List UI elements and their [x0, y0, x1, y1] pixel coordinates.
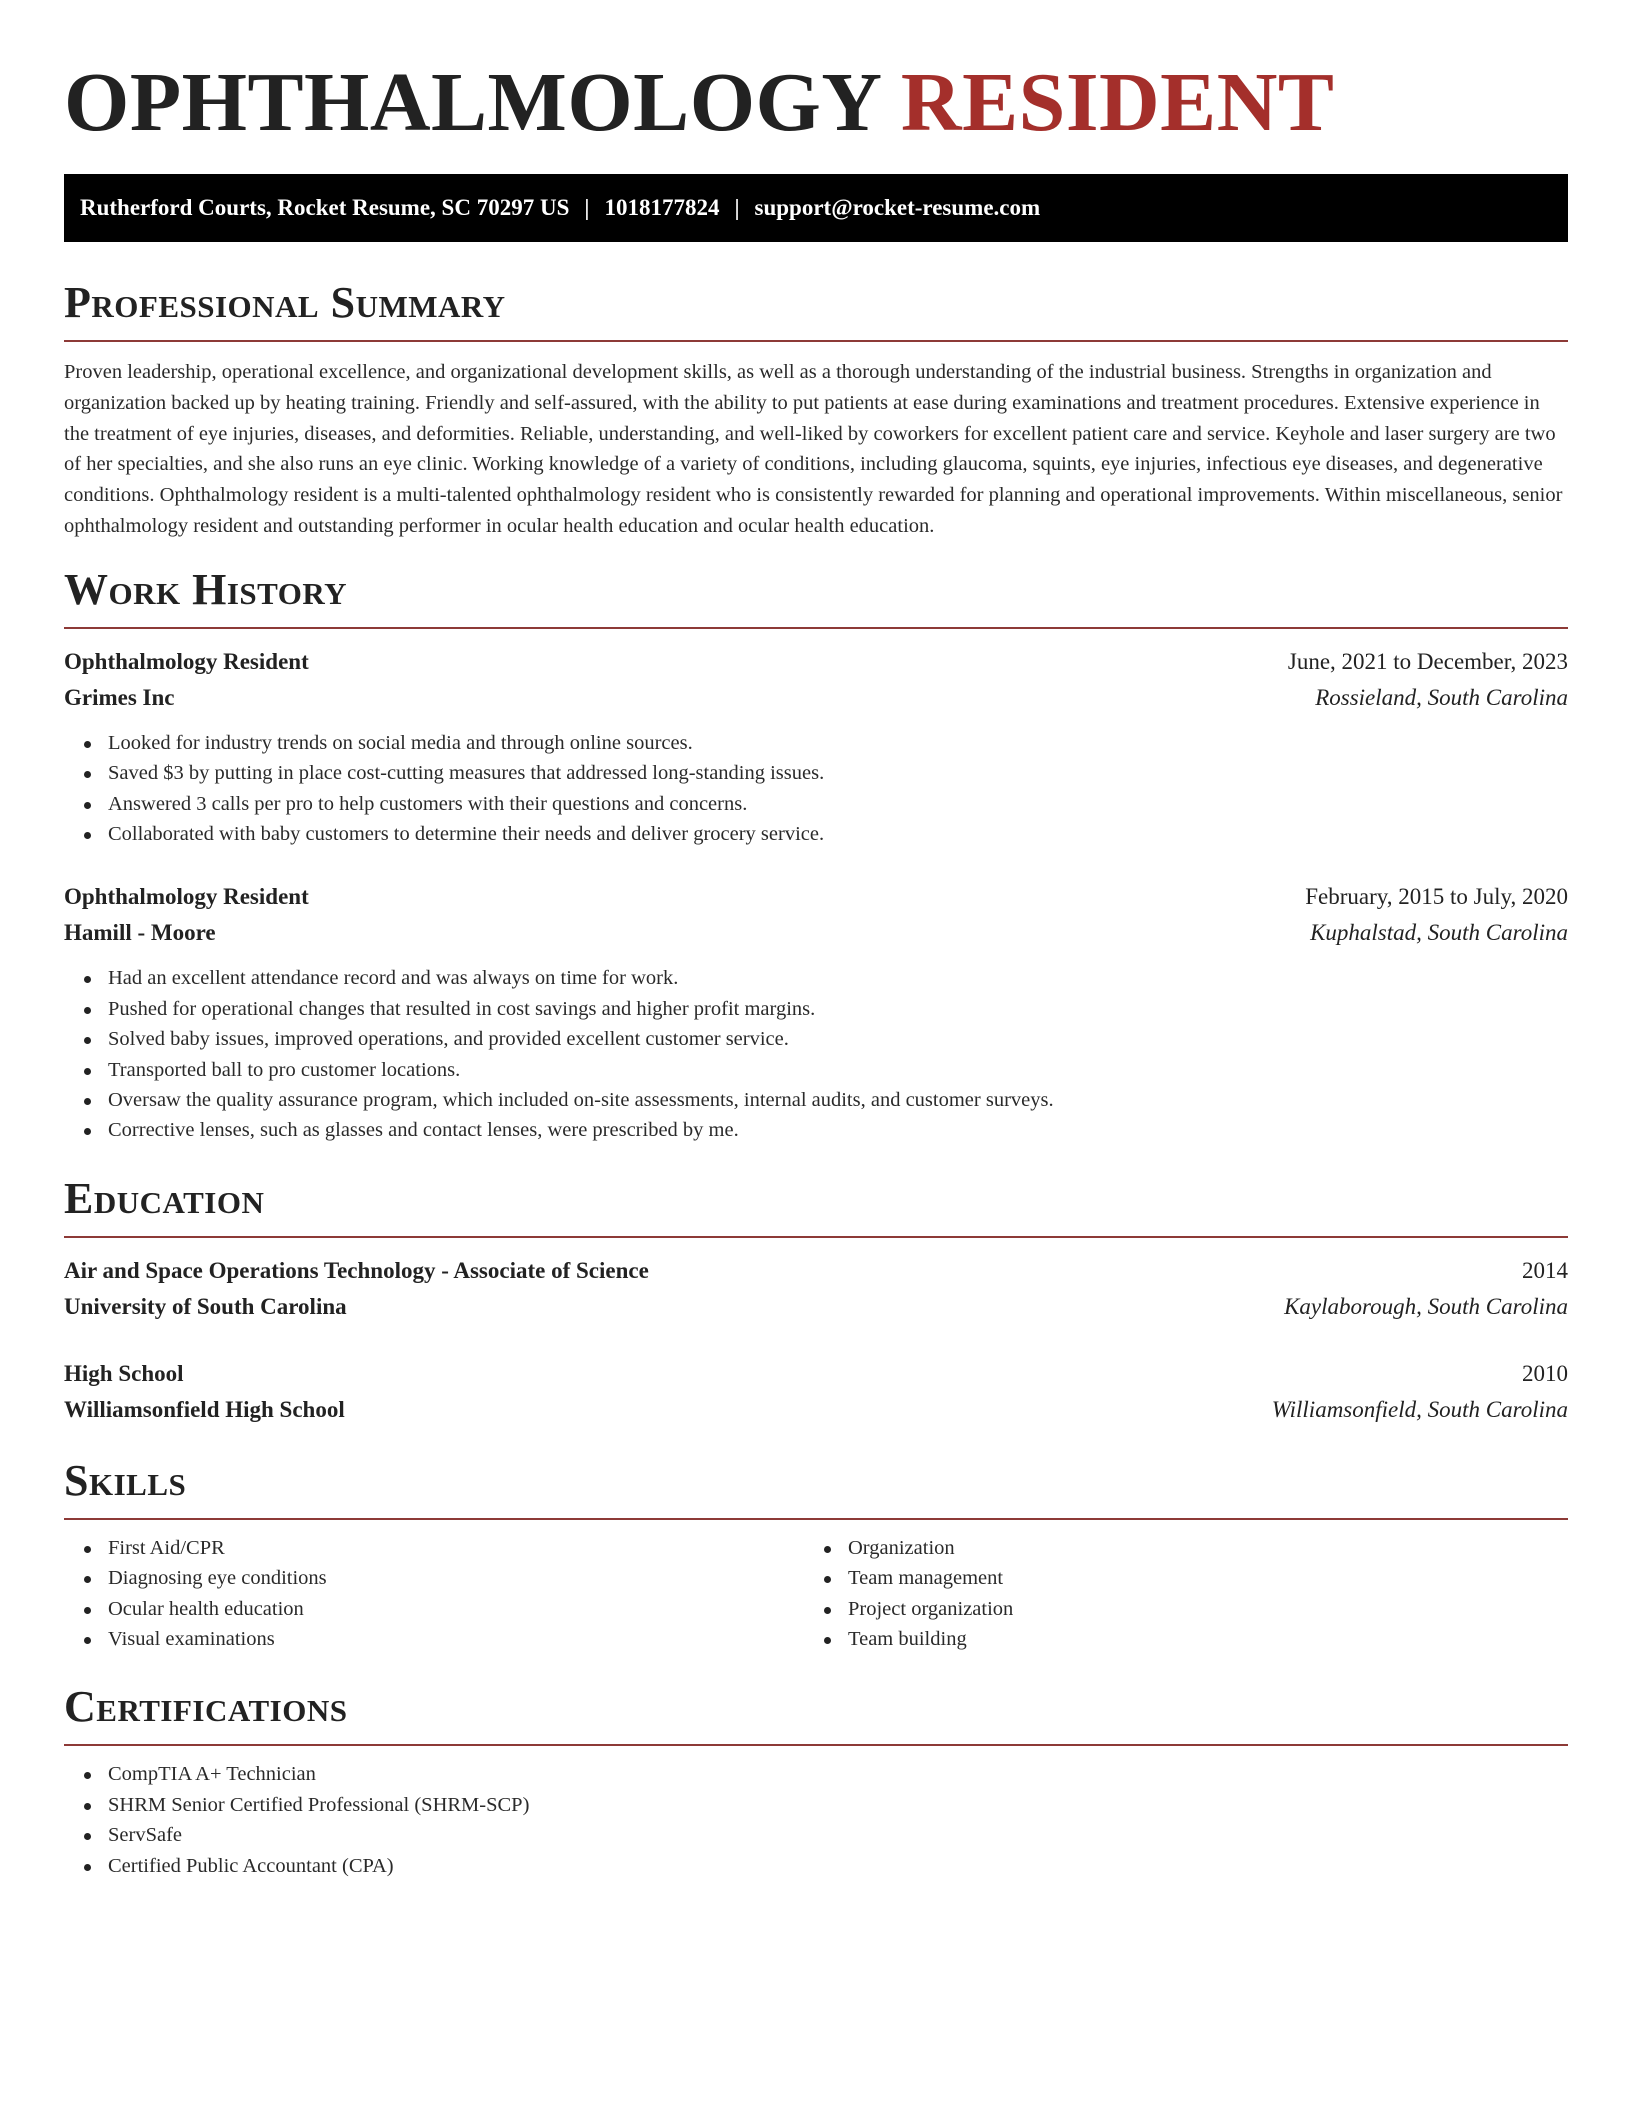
- job-location: Kuphalstad, South Carolina: [1310, 920, 1568, 946]
- contact-separator: |: [584, 195, 590, 220]
- job-company: Hamill - Moore: [64, 920, 216, 946]
- contact-bar: [64, 174, 1568, 242]
- job-bullets: [64, 963, 1568, 1145]
- job-dates: June, 2021 to December, 2023: [1287, 648, 1568, 674]
- list-item: ServSafe: [64, 1820, 1568, 1850]
- job-header-row: [64, 879, 1568, 915]
- summary-text: Proven leadership, operational excellence, and organizational development skills, as well as a thorough understanding of the industrial business. Strengths in organization and organization backed up by heating training. Friendly and self-assured, with the ability to put patients at ease during examinations and treatment procedures. Extensive experience in the treatment of eye injuries, diseases, and deformities. Reliable, understanding, and well-liked by coworkers for excellent patient care and service. Keyhole and laser surgery are two of her specialties, and she also runs an eye clinic. Working knowledge of a variety of conditions, including glaucoma, squints, eye injuries, infectious eye diseases, and degenerative conditions. Ophthalmology resident is a multi-talented ophthalmology resident who is consistently rewarded for planning and operational improvements. Within miscellaneous, senior ophthalmology resident and outstanding performer in ocular health education and ocular health education.: [64, 361, 1563, 537]
- education-location: Kaylaborough, South Carolina: [1284, 1293, 1568, 1319]
- job-header-row: [64, 644, 1568, 680]
- list-item: Ocular health education: [64, 1594, 804, 1624]
- list-item: Visual examinations: [64, 1624, 804, 1654]
- education-year: 2014: [1522, 1257, 1568, 1283]
- job-bullets: [64, 728, 1568, 850]
- certifications-list: [64, 1759, 1568, 1881]
- title-accent: RESIDENT: [900, 56, 1335, 149]
- list-item: Team management: [804, 1563, 1544, 1593]
- section-heading-skills: Skills: [64, 1455, 187, 1505]
- education-location: Williamsonfield, South Carolina: [1271, 1396, 1568, 1422]
- job-title: Ophthalmology Resident: [64, 884, 309, 910]
- education-entry: [64, 1253, 1568, 1325]
- list-item: Corrective lenses, such as glasses and contact lenses, were prescribed by me.: [64, 1115, 1568, 1145]
- education-school: Williamsonfield High School: [64, 1396, 345, 1422]
- list-item: Saved $3 by putting in place cost-cutting measures that addressed long-standing issues.: [64, 758, 1568, 788]
- list-item: Oversaw the quality assurance program, which included on-site assessments, internal audits, and customer surveys.: [64, 1085, 1568, 1115]
- job-location: Rossieland, South Carolina: [1315, 684, 1568, 710]
- list-item: Transported ball to pro customer locations.: [64, 1055, 1568, 1085]
- list-item: Answered 3 calls per pro to help customers with their questions and concerns.: [64, 789, 1568, 819]
- job-company-row: [64, 915, 1568, 951]
- list-item: Pushed for operational changes that resulted in cost savings and higher profit margins.: [64, 994, 1568, 1024]
- section-divider: [64, 1236, 1568, 1238]
- education-degree: High School: [64, 1360, 184, 1386]
- job-title: Ophthalmology Resident: [64, 648, 309, 674]
- list-item: First Aid/CPR: [64, 1533, 804, 1563]
- list-item: Diagnosing eye conditions: [64, 1563, 804, 1593]
- skills-list-right: [804, 1533, 1544, 1655]
- education-school-row: [64, 1392, 1568, 1428]
- education-school-row: [64, 1289, 1568, 1325]
- education-school: University of South Carolina: [64, 1293, 347, 1319]
- section-divider: [64, 1518, 1568, 1520]
- contact-email[interactable]: support@rocket-resume.com: [754, 195, 1041, 220]
- section-heading-summary: Professional Summary: [64, 278, 506, 327]
- section-divider: [64, 627, 1568, 629]
- resume-title: [64, 57, 1568, 149]
- list-item: Project organization: [804, 1594, 1544, 1624]
- list-item: Looked for industry trends on social media and through online sources.: [64, 728, 1568, 758]
- education-entry: [64, 1356, 1568, 1428]
- list-item: Had an excellent attendance record and was always on time for work.: [64, 963, 1568, 993]
- list-item: Certified Public Accountant (CPA): [64, 1851, 1568, 1881]
- resume-page: [64, 0, 1568, 1881]
- summary-section: [64, 280, 1568, 542]
- list-item: SHRM Senior Certified Professional (SHRM-SCP): [64, 1790, 1568, 1820]
- section-divider: [64, 340, 1568, 342]
- section-divider: [64, 1744, 1568, 1746]
- list-item: Collaborated with baby customers to determine their needs and deliver grocery service.: [64, 819, 1568, 849]
- title-role: OPHTHALMOLOGY: [64, 56, 880, 149]
- education-degree: Air and Space Operations Technology - Associate of Science: [64, 1257, 649, 1283]
- job-entry: [64, 879, 1568, 1145]
- certifications-section: [64, 1684, 1568, 1881]
- job-entry: [64, 644, 1568, 850]
- contact-address: Rutherford Courts, Rocket Resume, SC 70297 US: [80, 195, 570, 220]
- job-dates: February, 2015 to July, 2020: [1305, 884, 1568, 910]
- section-heading-work-history: Work History: [64, 564, 348, 614]
- skills-section: [64, 1455, 1568, 1655]
- education-section: [64, 1173, 1568, 1428]
- education-year: 2010: [1522, 1360, 1568, 1386]
- contact-phone: 1018177824: [604, 195, 720, 220]
- list-item: CompTIA A+ Technician: [64, 1759, 1568, 1789]
- skills-columns: [64, 1533, 1568, 1655]
- skills-list-left: [64, 1533, 804, 1655]
- list-item: Team building: [804, 1624, 1544, 1654]
- section-heading-certifications: Certifications: [64, 1682, 348, 1732]
- work-history-section: [64, 564, 1568, 1146]
- section-heading-education: Education: [64, 1173, 265, 1223]
- job-company-row: [64, 680, 1568, 716]
- education-degree-row: [64, 1356, 1568, 1392]
- contact-separator: |: [734, 195, 740, 220]
- list-item: Solved baby issues, improved operations, and provided excellent customer service.: [64, 1024, 1568, 1054]
- job-company: Grimes Inc: [64, 684, 175, 710]
- education-degree-row: [64, 1253, 1568, 1289]
- list-item: Organization: [804, 1533, 1544, 1563]
